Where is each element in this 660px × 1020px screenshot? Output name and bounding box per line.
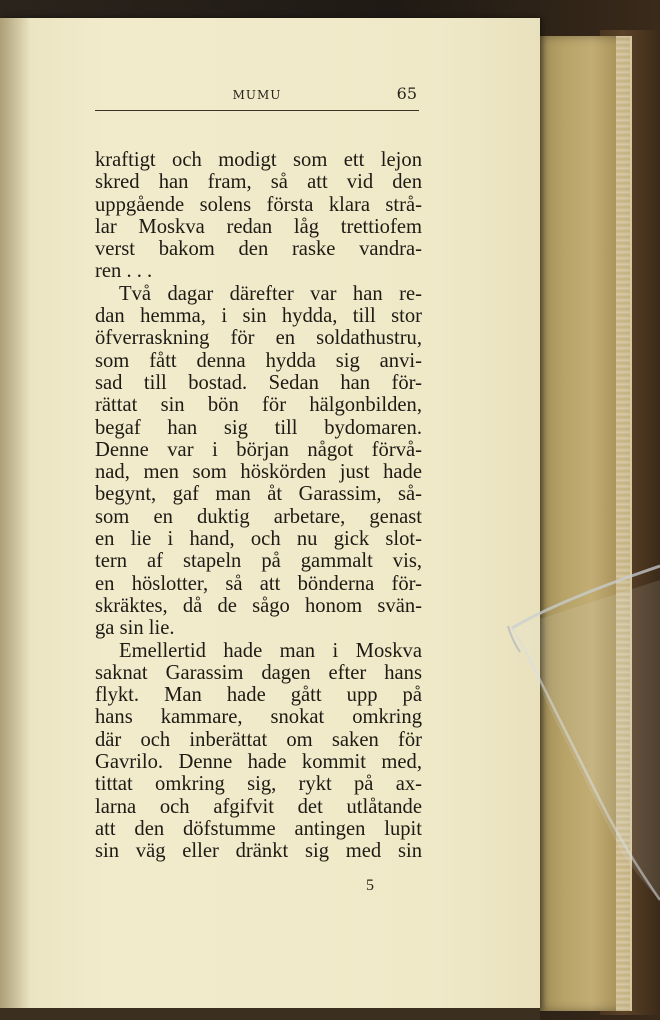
text-line: Gavrilo. Denne hade kommit med, (95, 751, 422, 774)
book-page (0, 18, 540, 1010)
text-line: begaf han sig till bydomaren. (95, 416, 422, 439)
page-number: 65 (396, 84, 417, 103)
gutter-shadow (0, 18, 30, 1010)
text-line: där och inberättat om saken för (95, 728, 422, 751)
back-pages (535, 36, 632, 1011)
text-line: Denne var i början något förvå- (95, 438, 422, 461)
text-line: Två dagar därefter var han re- (119, 282, 422, 305)
text-line: rättat sin bön för hälgonbilden, (95, 394, 422, 417)
text-line: skred han fram, så att vid den (95, 171, 422, 194)
text-line: som fått denna hydda sig anvi- (95, 349, 422, 372)
text-line: verst bakom den raske vandra- (95, 238, 422, 261)
text-line: en höslotter, så att bönderna för- (95, 572, 422, 595)
signature-mark: 5 (366, 877, 374, 894)
page-bottom-edge (0, 1008, 540, 1020)
text-line: sad till bostad. Sedan han för- (95, 371, 422, 394)
text-line: Emellertid hade man i Moskva (119, 639, 422, 662)
text-line: kraftigt och modigt som ett lejon (95, 149, 422, 171)
text-line: tern af stapeln på gammalt vis, (95, 550, 422, 573)
text-line: dan hemma, i sin hydda, till stor (95, 305, 422, 328)
text-line: nad, men som höskörden just hade (95, 461, 422, 484)
text-line: larna och afgifvit det utlåtande (95, 795, 422, 818)
text-line: uppgående solens första klara strå- (95, 193, 422, 216)
text-line: hans kammare, snokat omkring (95, 706, 422, 729)
text-line: tittat omkring sig, rykt på ax- (95, 773, 422, 796)
text-line: ren . . . (95, 260, 153, 283)
text-line: sin väg eller dränkt sig med sin (95, 840, 422, 863)
running-head: MUMU (232, 88, 282, 102)
text-line: saknat Garassim dagen efter hans (95, 661, 422, 684)
text-line: en lie i hand, och nu gick slot- (95, 528, 422, 551)
text-line: ga sin lie. (95, 617, 175, 640)
text-line: öfverraskning för en soldathustru, (95, 327, 422, 350)
text-line: att den döfstumme antingen lupit (95, 817, 422, 840)
body-text (95, 149, 422, 863)
page-header (95, 84, 419, 111)
text-line: lar Moskva redan låg trettiofem (95, 215, 422, 238)
text-line: som en duktig arbetare, genast (95, 505, 422, 528)
text-line: begynt, gaf man åt Garassim, så- (95, 483, 422, 506)
text-line: flykt. Man hade gått upp på (95, 684, 422, 707)
text-line: skräktes, då de sågo honom svän- (95, 594, 422, 617)
